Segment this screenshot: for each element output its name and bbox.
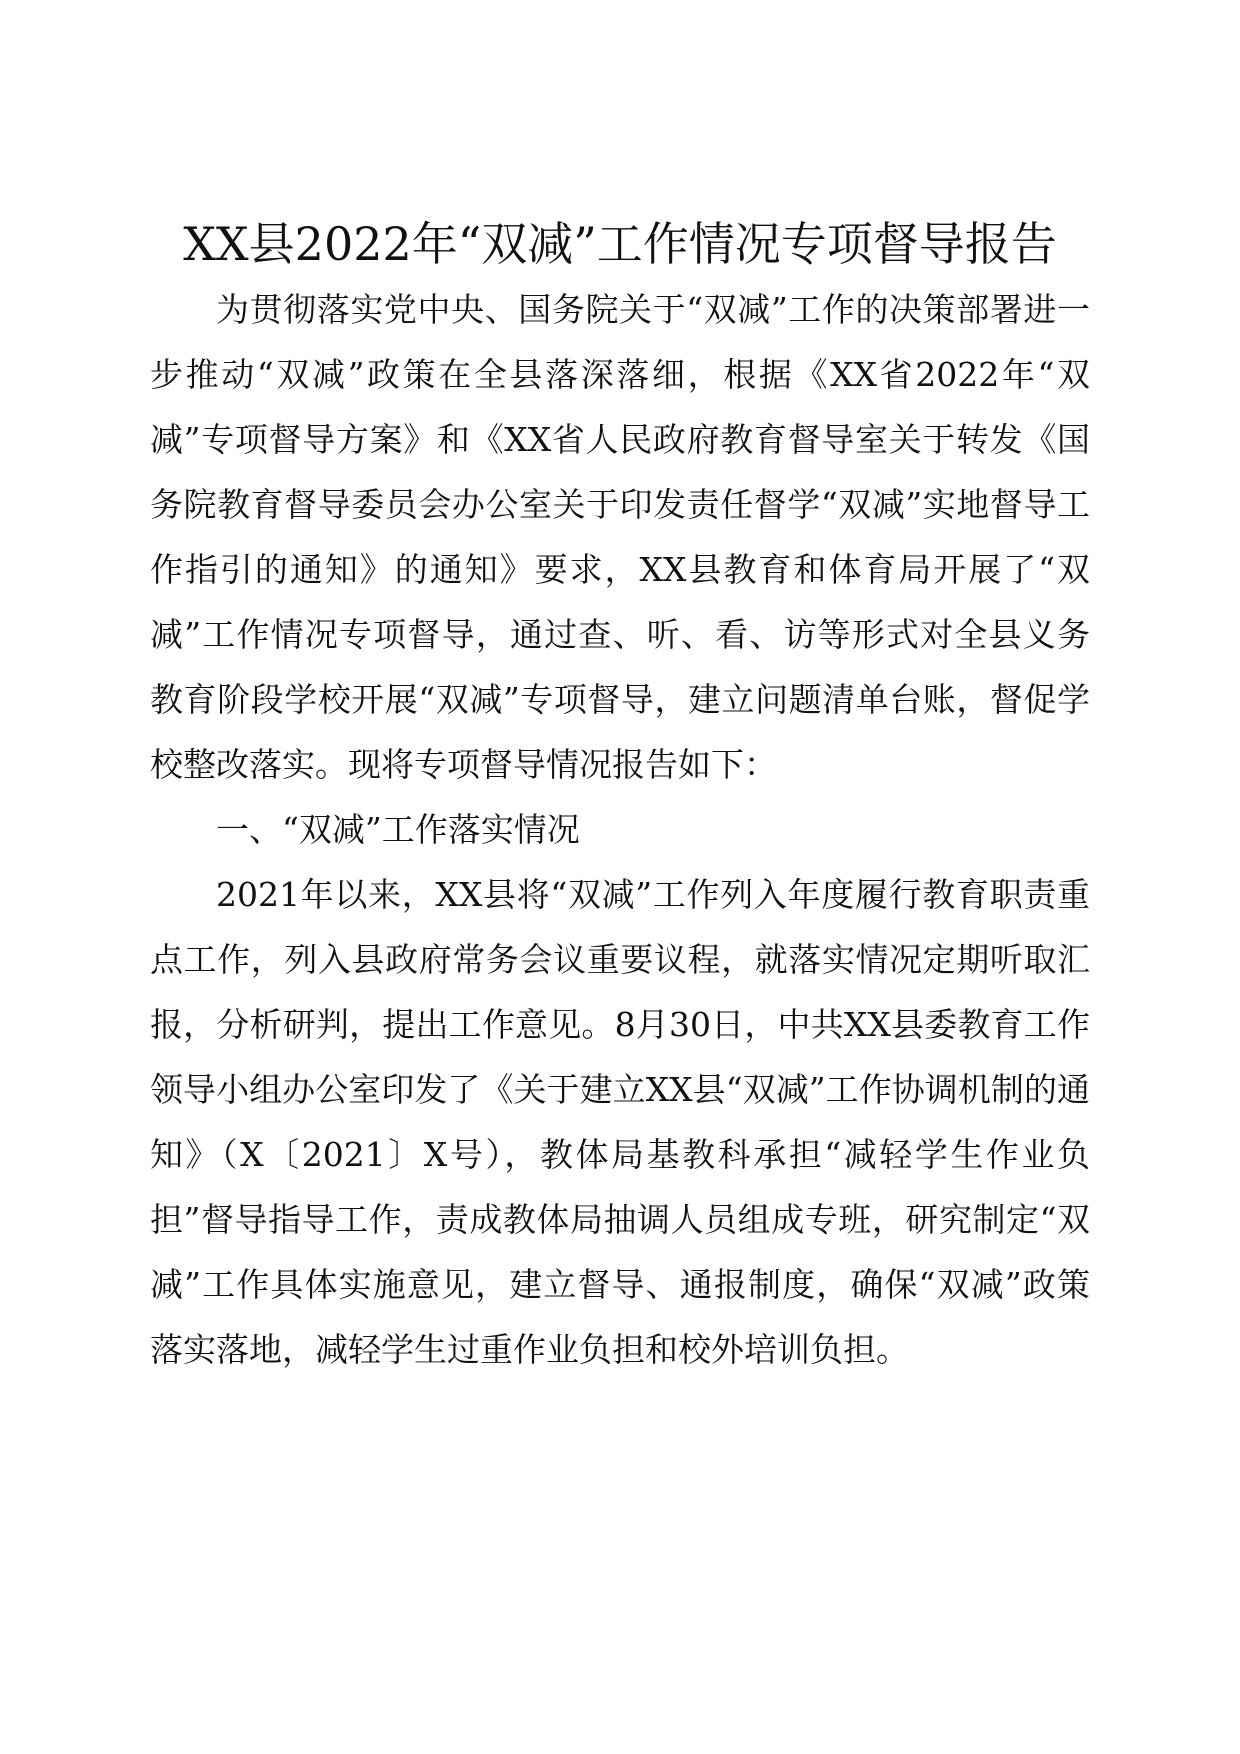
section-heading: 一、“双减”工作落实情况 bbox=[216, 810, 580, 849]
document-body bbox=[150, 277, 1090, 1382]
document-title: XX县2022年“双减”工作情况专项督导报告 bbox=[183, 217, 1057, 271]
intro-paragraph: 为贯彻落实党中央、国务院关于“双减”工作的决策部署进一步推动“双减”政策在全县落深落细，根据《XX省2022年“双减”专项督导方案》和《XX省人民政府教育督导室关于转发《国务院教育督导委员会办公室关于印发责任督学“双减”实地督导工作指引的通知》的通知》要求，XX县教育和体育局开展了“双减”工作情况专项督导，通过查、听、看、访等形式对全县义务教育阶段学校开展“双减”专项督导，建立问题清单台账，督促学校整改落实。现将专项督导情况报告如下： bbox=[150, 290, 1090, 784]
section-paragraph: 2021年以来，XX县将“双减”工作列入年度履行教育职责重点工作，列入县政府常务会议重要议程，就落实情况定期听取汇报，分析研判，提出工作意见。8月30日，中共XX县委教育工作领导小组办公室印发了《关于建立XX县“双减”工作协调机制的通知》（X〔2021〕X号），教体局基教科承担“减轻学生作业负担”督导指导工作，责成教体局抽调人员组成专班，研究制定“双减”工作具体实施意见，建立督导、通报制度，确保“双减”政策落实落地，减轻学生过重作业负担和校外培训负担。 bbox=[150, 875, 1090, 1369]
